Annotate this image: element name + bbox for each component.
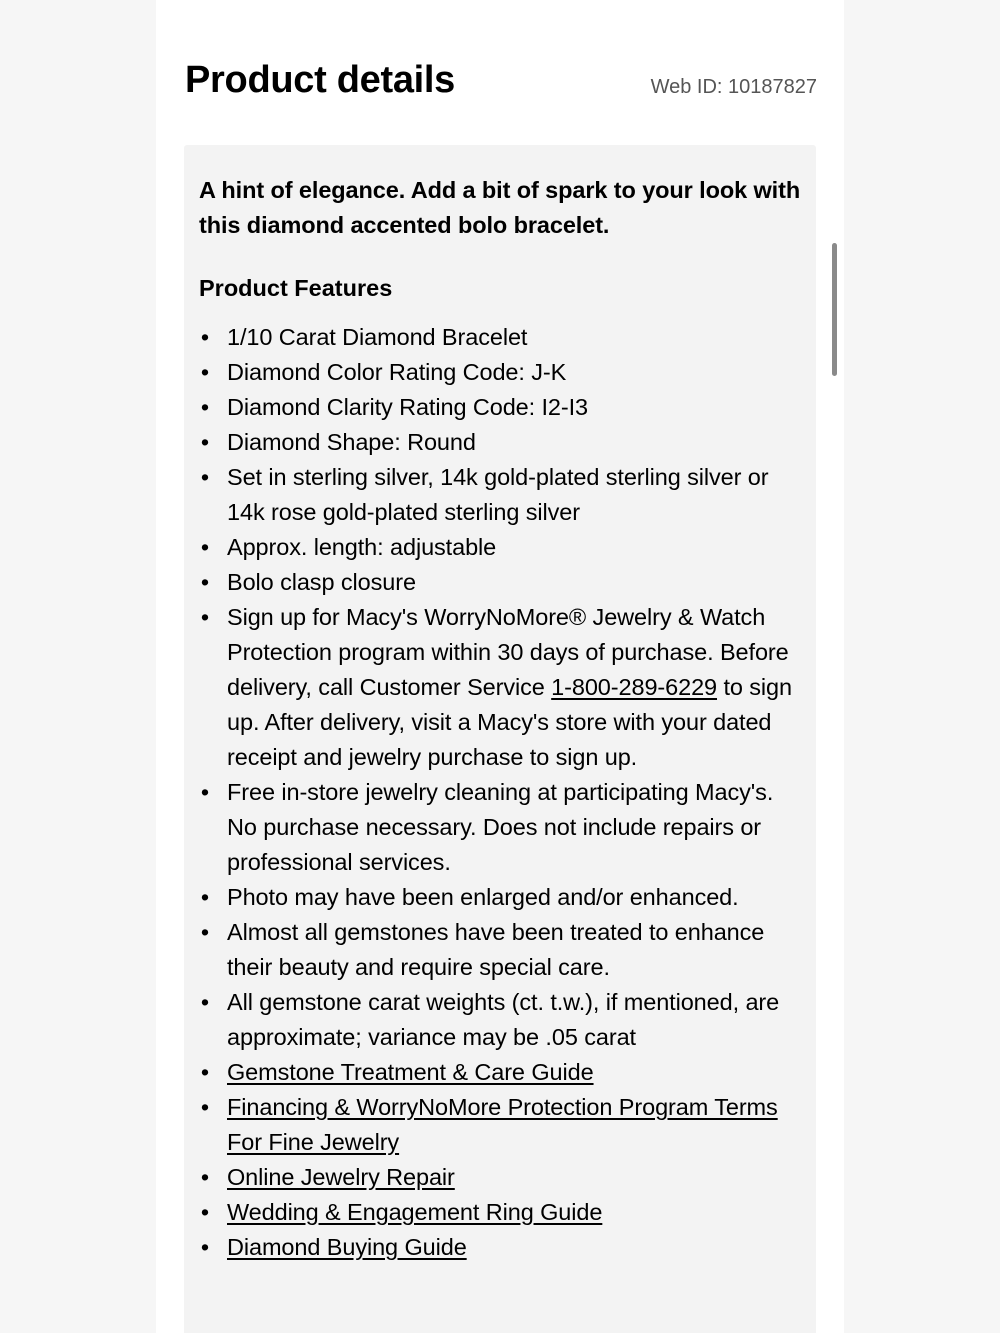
list-item xyxy=(199,320,804,355)
list-item xyxy=(199,355,804,390)
bullet-icon: • xyxy=(200,919,210,945)
page-title: Product details xyxy=(185,59,455,101)
feature-text: Diamond Color Rating Code: J-K xyxy=(227,359,567,385)
list-item xyxy=(199,1160,804,1195)
list-item xyxy=(199,915,804,985)
list-item xyxy=(199,1055,804,1090)
product-intro-text: A hint of elegance. Add a bit of spark to your look with this diamond accented bolo bracelet. xyxy=(199,177,801,238)
bullet-icon: • xyxy=(200,1094,210,1120)
list-item xyxy=(199,985,804,1055)
customer-service-phone-link[interactable]: 1-800-289-6229 xyxy=(551,674,718,700)
bullet-icon: • xyxy=(200,604,210,630)
feature-text: Diamond Shape: Round xyxy=(227,429,476,455)
bullet-icon: • xyxy=(200,534,210,560)
protection-program-text: Sign up for Macy's WorryNoMore® Jewelry & Watch Protection program within 30 days of purchase. Before delivery, call Customer Service xyxy=(227,604,789,700)
list-item xyxy=(199,1195,804,1230)
wedding-ring-guide-link[interactable]: Wedding & Engagement Ring Guide xyxy=(227,1199,603,1225)
list-item xyxy=(199,600,804,775)
list-item xyxy=(199,1230,804,1265)
feature-text: Almost all gemstones have been treated to enhance their beauty and require special care. xyxy=(227,919,765,980)
bullet-icon: • xyxy=(200,324,210,350)
list-item xyxy=(199,775,804,880)
list-item xyxy=(199,565,804,600)
feature-text: Photo may have been enlarged and/or enhanced. xyxy=(227,884,739,910)
bullet-icon: • xyxy=(200,464,210,490)
product-details-header xyxy=(185,58,817,108)
protection-program-text-continued: to sign up. After delivery, visit a Macy's store with your dated receipt and jewelry purchase to sign up. xyxy=(227,674,792,770)
list-item xyxy=(199,530,804,565)
list-item xyxy=(199,880,804,915)
web-id-label: Web ID: 10187827 xyxy=(650,76,817,98)
online-jewelry-repair-link[interactable]: Online Jewelry Repair xyxy=(227,1164,455,1190)
features-heading: Product Features xyxy=(199,275,393,301)
bullet-icon: • xyxy=(200,429,210,455)
feature-text: Diamond Clarity Rating Code: I2-I3 xyxy=(227,394,589,420)
diamond-buying-guide-link[interactable]: Diamond Buying Guide xyxy=(227,1234,467,1260)
bullet-icon: • xyxy=(200,1164,210,1190)
bullet-icon: • xyxy=(200,1199,210,1225)
bullet-icon: • xyxy=(200,1059,210,1085)
feature-list xyxy=(199,320,804,1265)
list-item xyxy=(199,425,804,460)
gemstone-care-guide-link[interactable]: Gemstone Treatment & Care Guide xyxy=(227,1059,594,1085)
financing-protection-terms-link[interactable]: Financing & WorryNoMore Protection Program Terms For Fine Jewelry xyxy=(227,1094,778,1155)
product-description-content xyxy=(199,173,804,1265)
bullet-icon: • xyxy=(200,884,210,910)
bullet-icon: • xyxy=(200,359,210,385)
feature-text: Free in-store jewelry cleaning at participating Macy's. No purchase necessary. Does not include repairs or professional services. xyxy=(227,779,774,875)
feature-text: 1/10 Carat Diamond Bracelet xyxy=(227,324,528,350)
list-item xyxy=(199,460,804,530)
feature-text: Bolo clasp closure xyxy=(227,569,416,595)
feature-text: Approx. length: adjustable xyxy=(227,534,497,560)
bullet-icon: • xyxy=(200,394,210,420)
feature-text: Set in sterling silver, 14k gold-plated sterling silver or 14k rose gold-plated sterling silver xyxy=(227,464,769,525)
scrollbar-thumb[interactable] xyxy=(832,243,837,376)
bullet-icon: • xyxy=(200,1234,210,1260)
bullet-icon: • xyxy=(200,989,210,1015)
bullet-icon: • xyxy=(200,779,210,805)
list-item xyxy=(199,1090,804,1160)
product-description-panel xyxy=(184,145,816,1333)
feature-text: All gemstone carat weights (ct. t.w.), if mentioned, are approximate; variance may be .05 carat xyxy=(227,989,780,1050)
list-item xyxy=(199,390,804,425)
bullet-icon: • xyxy=(200,569,210,595)
